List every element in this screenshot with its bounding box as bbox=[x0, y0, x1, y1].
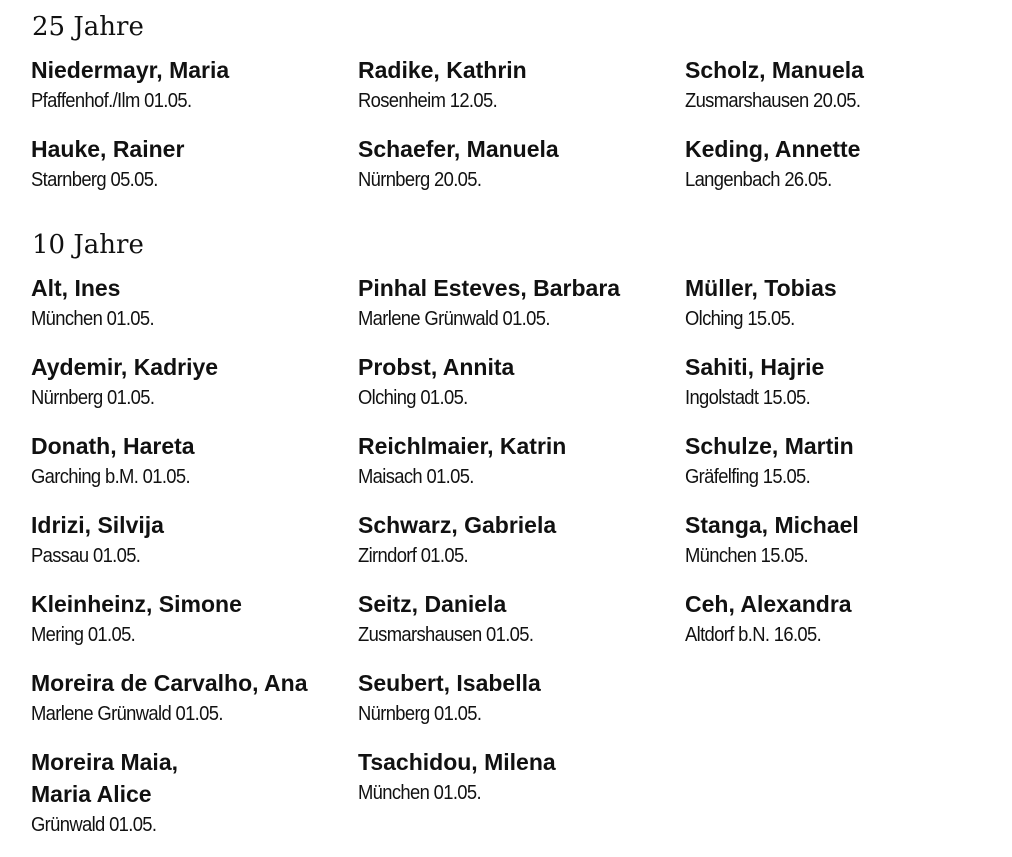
entry-moreira-de-carvalho-ana bbox=[31, 667, 358, 746]
entry-name: Moreira Maia, Maria Alice bbox=[31, 749, 178, 807]
entry-place-date: Gräfelfing 15.05. bbox=[685, 466, 811, 488]
entry-place-date: Rosenheim 12.05. bbox=[358, 90, 498, 112]
entry-place-date: Nürnberg 01.05. bbox=[31, 387, 155, 409]
entry-place-date: München 01.05. bbox=[31, 308, 154, 330]
entry-probst-annita bbox=[358, 351, 685, 430]
entry-schaefer-manuela bbox=[358, 133, 685, 212]
entry-name: Sahiti, Hajrie bbox=[685, 354, 825, 380]
entry-schulze-martin bbox=[685, 430, 1005, 509]
entry-name: Niedermayr, Maria bbox=[31, 57, 230, 83]
entry-place-date: Zusmarshausen 01.05. bbox=[358, 624, 534, 646]
entry-ceh-alexandra bbox=[685, 588, 1005, 667]
entry-schwarz-gabriela bbox=[358, 509, 685, 588]
entry-place-date: Olching 01.05. bbox=[358, 387, 468, 409]
entry-stanga-michael bbox=[685, 509, 1005, 588]
entry-tsachidou-milena bbox=[358, 746, 685, 825]
entry-seitz-daniela bbox=[358, 588, 685, 667]
entry-place-date: Altdorf b.N. 16.05. bbox=[685, 624, 822, 646]
entry-name: Kleinheinz, Simone bbox=[31, 591, 242, 617]
entry-hauke-rainer bbox=[31, 133, 358, 212]
entry-name: Seitz, Daniela bbox=[358, 591, 507, 617]
entry-place-date: Nürnberg 01.05. bbox=[358, 703, 482, 725]
entry-name: Schwarz, Gabriela bbox=[358, 512, 557, 538]
entry-name: Stanga, Michael bbox=[685, 512, 859, 538]
entry-name: Müller, Tobias bbox=[685, 275, 837, 301]
entry-name: Moreira de Carvalho, Ana bbox=[31, 670, 308, 696]
entry-name: Schulze, Martin bbox=[685, 433, 854, 459]
entry-name: Reichlmaier, Katrin bbox=[358, 433, 567, 459]
entry-scholz-manuela bbox=[685, 54, 1005, 133]
entry-place-date: Marlene Grünwald 01.05. bbox=[358, 308, 550, 330]
entry-place-date: Starnberg 05.05. bbox=[31, 169, 158, 191]
entry-place-date: Zusmarshausen 20.05. bbox=[685, 90, 861, 112]
entry-keding-annette bbox=[685, 133, 1005, 212]
entry-name: Hauke, Rainer bbox=[31, 136, 185, 162]
entry-pinhal-esteves-barbara bbox=[358, 272, 685, 351]
entry-kleinheinz-simone bbox=[31, 588, 358, 667]
entry-sahiti-hajrie bbox=[685, 351, 1005, 430]
entry-name: Radike, Kathrin bbox=[358, 57, 527, 83]
entry-place-date: Marlene Grünwald 01.05. bbox=[31, 703, 223, 725]
section-title-25-jahre: 25 Jahre bbox=[32, 12, 144, 42]
entry-idrizi-silvija bbox=[31, 509, 358, 588]
entry-name: Alt, Ines bbox=[31, 275, 121, 301]
entry-place-date: Zirndorf 01.05. bbox=[358, 545, 469, 567]
entry-name: Aydemir, Kadriye bbox=[31, 354, 219, 380]
entry-place-date: Mering 01.05. bbox=[31, 624, 136, 646]
entry-name: Pinhal Esteves, Barbara bbox=[358, 275, 621, 301]
entry-name: Scholz, Manuela bbox=[685, 57, 864, 83]
entry-name: Keding, Annette bbox=[685, 136, 861, 162]
entry-mueller-tobias bbox=[685, 272, 1005, 351]
entry-place-date: München 01.05. bbox=[358, 782, 481, 804]
entry-donath-hareta bbox=[31, 430, 358, 509]
entry-name: Donath, Hareta bbox=[31, 433, 195, 459]
entry-reichlmaier-katrin bbox=[358, 430, 685, 509]
entry-place-date: München 15.05. bbox=[685, 545, 808, 567]
entry-place-date: Passau 01.05. bbox=[31, 545, 141, 567]
entry-place-date: Ingolstadt 15.05. bbox=[685, 387, 811, 409]
anniversary-list-25-jahre bbox=[31, 54, 1005, 212]
entry-place-date: Maisach 01.05. bbox=[358, 466, 474, 488]
section-title-10-jahre: 10 Jahre bbox=[32, 230, 144, 260]
entry-moreira-maia-maria-alice bbox=[31, 746, 358, 836]
entry-name: Idrizi, Silvija bbox=[31, 512, 164, 538]
entry-seubert-isabella bbox=[358, 667, 685, 746]
entry-name: Tsachidou, Milena bbox=[358, 749, 556, 775]
entry-place-date: Langenbach 26.05. bbox=[685, 169, 832, 191]
entry-place-date: Grünwald 01.05. bbox=[31, 814, 157, 836]
entry-place-date: Pfaffenhof./Ilm 01.05. bbox=[31, 90, 192, 112]
entry-place-date: Nürnberg 20.05. bbox=[358, 169, 482, 191]
entry-name: Ceh, Alexandra bbox=[685, 591, 852, 617]
entry-name: Schaefer, Manuela bbox=[358, 136, 559, 162]
entry-alt-ines bbox=[31, 272, 358, 351]
entry-name: Probst, Annita bbox=[358, 354, 515, 380]
entry-empty-slot bbox=[685, 667, 1005, 746]
entry-aydemir-kadriye bbox=[31, 351, 358, 430]
entry-name: Seubert, Isabella bbox=[358, 670, 541, 696]
entry-radike-kathrin bbox=[358, 54, 685, 133]
entry-place-date: Olching 15.05. bbox=[685, 308, 795, 330]
entry-niedermayr-maria bbox=[31, 54, 358, 133]
anniversary-list-10-jahre bbox=[31, 272, 1005, 836]
entry-place-date: Garching b.M. 01.05. bbox=[31, 466, 190, 488]
